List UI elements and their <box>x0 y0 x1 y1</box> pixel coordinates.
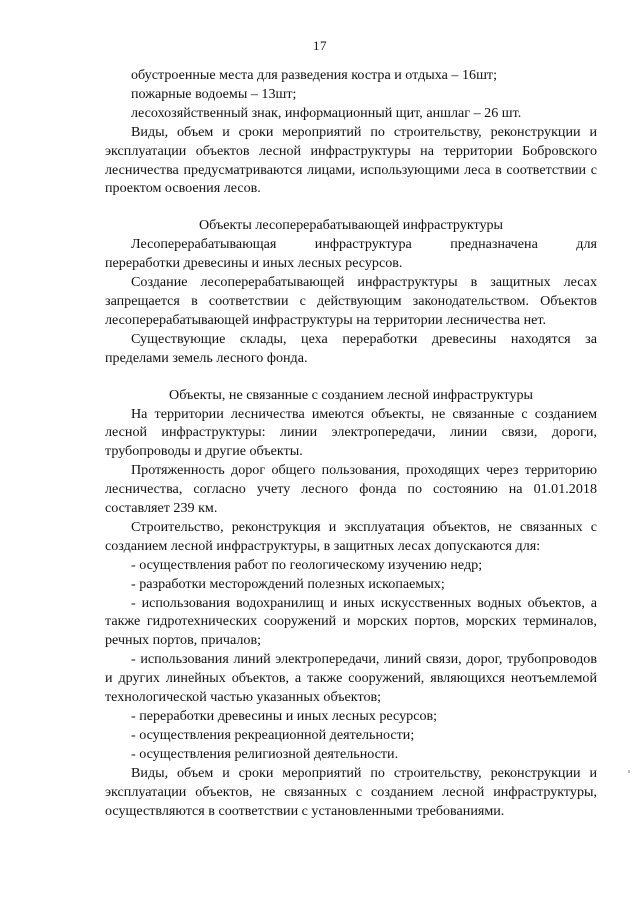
page-number: 17 <box>313 38 327 53</box>
list-item: - переработки древесины и иных лесных ресурсов; <box>131 708 438 724</box>
spacer <box>105 198 597 216</box>
paragraph: Лесоперерабатывающая инфраструктура предназначена для <box>131 236 597 253</box>
paragraph: лесохозяйственный знак, информационный щит, аншлаг – 26 шт. <box>131 104 522 121</box>
paragraph: Виды, объем и сроки мероприятий по строительству, реконструкции и эксплуатации объектов, не связанных с созданием лесной инфраструктуры, осуществляются в соответствии с установленными требованиями. <box>105 764 597 819</box>
list-item: - осуществления рекреационной деятельности; <box>131 726 415 743</box>
paragraph: переработки древесины и иных лесных ресурсов. <box>105 255 403 272</box>
list-item: - осуществления работ по геологическому изучению недр; <box>131 556 483 573</box>
section-heading: Объекты лесоперерабатывающей инфраструктуры <box>198 217 504 234</box>
section-heading: Объекты, не связанные с созданием лесной инфраструктуры <box>169 386 533 403</box>
document-body <box>105 66 597 820</box>
list-item: - использования линий электропередачи, линий связи, дорог, трубопроводов и других линейных объектов, а также сооружений, являющихся неотъемлемой технологической частью указанных объектов; <box>105 651 597 706</box>
list-item: - использования водохранилищ и иных искусственных водных объектов, а также гидротехнических сооружений и морских портов, морских терминалов, речных портов, причалов; <box>105 594 597 649</box>
paragraph: На территории лесничества имеются объекты, не связанные с созданием лесной инфраструктуры: линии электропередачи, линии связи, дороги, трубопроводы и другие объекты. <box>105 405 597 460</box>
spacer <box>105 368 597 386</box>
paragraph: Создание лесоперерабатывающей инфраструктуры в защитных лесах запрещается в соответствии с действующим законодательством. Объектов лесоперерабатывающей инфраструктуры на территории лесничества нет. <box>105 274 597 328</box>
paragraph: Существующие склады, цеха переработки древесины находятся за пределами земель лесного фонда. <box>105 330 597 366</box>
paragraph: обустроенные места для разведения костра и отдыха – 16шт; <box>131 67 498 83</box>
paragraph: Строительство, реконструкция и эксплуатация объектов, не связанных с созданием лесной инфраструктуры, в защитных лесах допускаются для: <box>105 518 597 554</box>
paragraph: пожарные водоемы – 13шт; <box>131 85 297 102</box>
list-item: - разработки месторождений полезных ископаемых; <box>131 575 445 592</box>
scan-speck <box>628 770 630 773</box>
paragraph: Виды, объем и сроки мероприятий по строительству, реконструкции и эксплуатации объектов лесной инфраструктуры на территории Бобровского лесничества предусматриваются лицами, использующими леса в соответствии с проектом освоения лесов. <box>105 123 597 197</box>
list-item: - осуществления религиозной деятельности. <box>131 745 399 762</box>
paragraph: Протяженность дорог общего пользования, проходящих через территорию лесничества, согласно учету лесного фонда по состоянию на 01.01.2018 составляет 239 км. <box>105 462 597 517</box>
